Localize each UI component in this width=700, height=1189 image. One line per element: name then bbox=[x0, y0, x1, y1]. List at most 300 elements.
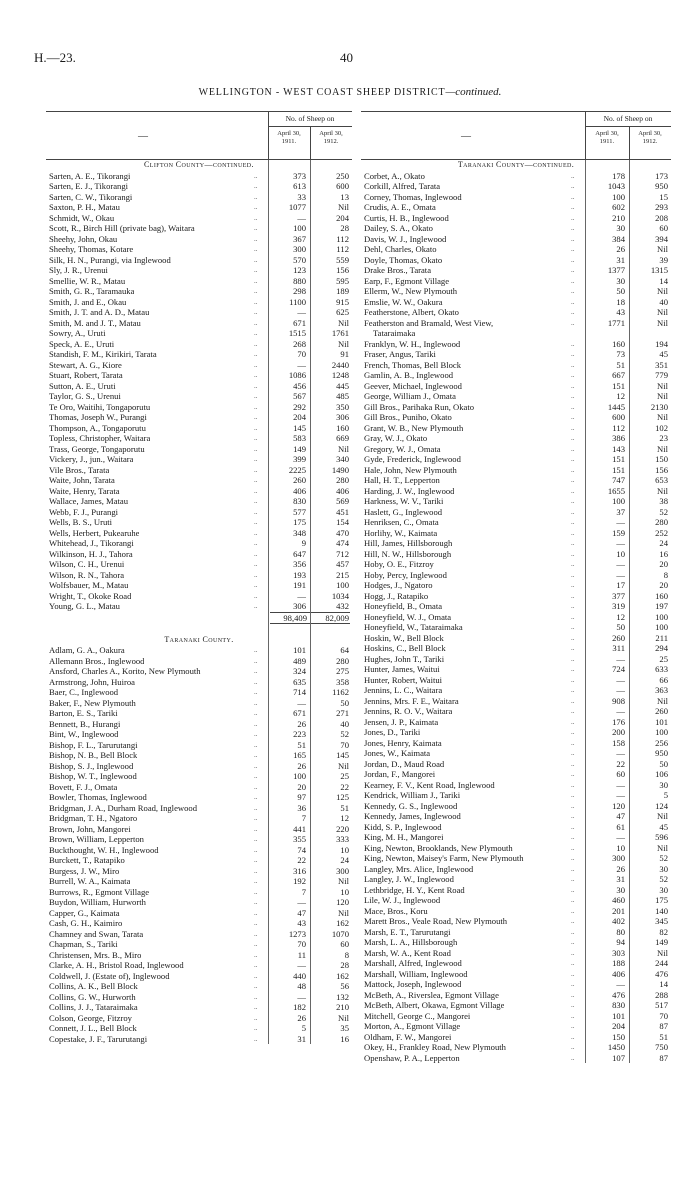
sheep-1911: 145 bbox=[293, 422, 306, 433]
sheep-1912: Nil bbox=[338, 443, 349, 454]
owner-name-address: Kennedy, James, Inglewood bbox=[364, 811, 461, 821]
sheep-1911: — bbox=[297, 897, 306, 907]
sheep-1912: 22 bbox=[340, 781, 349, 792]
sheep-1911: — bbox=[616, 517, 625, 527]
owner-name-address: Cash, G. H., Kaimiro bbox=[49, 918, 123, 928]
leader-dots: .. bbox=[254, 803, 258, 812]
sheep-1912: 1070 bbox=[331, 928, 349, 939]
table-row bbox=[361, 1021, 671, 1032]
sheep-1912: 154 bbox=[336, 517, 349, 527]
sheep-1911: 43 bbox=[616, 307, 625, 317]
sheep-1911: 151 bbox=[612, 454, 625, 464]
sheep-1911: 37 bbox=[616, 506, 625, 517]
table-row bbox=[361, 265, 671, 276]
sheep-1912: 14 bbox=[659, 275, 668, 286]
owner-name-address: Vickery, J., jun., Waitara bbox=[49, 454, 134, 464]
sheep-1911: 440 bbox=[293, 970, 306, 981]
sheep-1911: 43 bbox=[297, 918, 306, 928]
sheep-1912: 595 bbox=[336, 275, 349, 286]
sheep-1911: 300 bbox=[293, 244, 306, 254]
sheep-1911: 97 bbox=[297, 792, 306, 802]
owner-name-address: King, Newton, Brooklands, New Plymouth bbox=[364, 842, 513, 853]
table-row bbox=[361, 979, 671, 990]
sheep-1911: 94 bbox=[616, 937, 625, 947]
header-rule bbox=[585, 126, 671, 127]
owner-name-address: Chapman, S., Tariki bbox=[49, 939, 118, 949]
owner-name-address: Connett, J. L., Bell Block bbox=[49, 1023, 137, 1033]
table-row bbox=[46, 286, 352, 297]
leader-dots: .. bbox=[254, 402, 258, 411]
sheep-1911: 577 bbox=[293, 506, 306, 517]
sheep-1911: 60 bbox=[616, 769, 625, 779]
leader-dots: .. bbox=[571, 497, 575, 505]
leader-dots: .. bbox=[571, 696, 575, 705]
table-row bbox=[46, 897, 352, 908]
table-row bbox=[361, 622, 671, 633]
leader-dots: .. bbox=[254, 730, 258, 738]
table-row bbox=[361, 423, 671, 434]
sheep-1911: 10 bbox=[616, 842, 625, 853]
table-row bbox=[361, 255, 671, 266]
sheep-1911: 1771 bbox=[607, 317, 625, 328]
owner-name-address: Sarten, C. W., Tikorangi bbox=[49, 191, 133, 202]
leader-dots: .. bbox=[254, 929, 258, 938]
sheep-1911: 724 bbox=[612, 664, 625, 674]
column-body bbox=[46, 160, 352, 1044]
leader-dots: .. bbox=[254, 434, 258, 442]
sheep-1911: 908 bbox=[612, 695, 625, 706]
table-row bbox=[361, 213, 671, 224]
sheep-1912: Nil bbox=[657, 842, 668, 853]
leader-dots: .. bbox=[254, 570, 258, 579]
owner-name-address: George, William J., Omata bbox=[364, 391, 456, 401]
sheep-1912: 51 bbox=[659, 1031, 668, 1042]
sheep-1912: 145 bbox=[336, 750, 349, 760]
leader-dots: .. bbox=[571, 297, 575, 306]
owner-name-address: Emslie, W. W., Oakura bbox=[364, 296, 443, 307]
owner-name-address: Baer, C., Inglewood bbox=[49, 687, 119, 697]
sheep-1912: 204 bbox=[336, 212, 349, 223]
sheep-1912: 1315 bbox=[650, 265, 668, 275]
table-row bbox=[46, 255, 352, 266]
sheep-1911: 175 bbox=[293, 517, 306, 527]
sheep-1911: 1377 bbox=[607, 265, 625, 275]
table-row bbox=[361, 811, 671, 822]
sheep-1912: 140 bbox=[655, 905, 668, 916]
table-row bbox=[361, 738, 671, 749]
owner-name-address: Burrows, R., Egmont Village bbox=[49, 886, 150, 897]
leader-dots: .. bbox=[254, 740, 258, 749]
sheep-1912: 50 bbox=[340, 697, 349, 708]
table-row bbox=[361, 234, 671, 245]
sheep-1912: 60 bbox=[659, 223, 668, 233]
owner-name-address: Wolfsbauer, M., Matau bbox=[49, 580, 129, 590]
sheep-1912: 30 bbox=[659, 884, 668, 895]
leader-dots: .. bbox=[254, 371, 258, 379]
header-year-1911-year: 1911. bbox=[599, 138, 615, 145]
owner-name-address: Trass, George, Tongaporutu bbox=[49, 443, 145, 454]
sheep-1911: 319 bbox=[612, 601, 625, 611]
leader-dots: .. bbox=[254, 476, 258, 484]
sheep-1911: 489 bbox=[293, 655, 306, 666]
table-row bbox=[361, 958, 671, 969]
owner-name-address: Smith, G. R., Taramauka bbox=[49, 286, 135, 296]
sheep-1911: — bbox=[616, 569, 625, 580]
sheep-1912: Nil bbox=[657, 317, 668, 328]
table-row bbox=[46, 580, 352, 591]
owner-name-address: Whitehead, J., Tikorangi bbox=[49, 538, 134, 548]
sheep-1911: 1655 bbox=[607, 485, 625, 496]
sheep-1911: — bbox=[616, 538, 625, 548]
owner-name-address: Wilson, R. N., Tahora bbox=[49, 569, 125, 580]
table-row bbox=[46, 729, 352, 740]
owner-name-address: Sarten, E. J., Tikorangi bbox=[49, 181, 129, 191]
owner-name-address: Te Oro, Waitihi, Tongaporutu bbox=[49, 401, 151, 412]
header-group-label: No. of Sheep on bbox=[285, 114, 335, 123]
leader-dots: .. bbox=[571, 1011, 575, 1020]
sheep-1911: 570 bbox=[293, 254, 306, 265]
sheep-1911: 386 bbox=[612, 433, 625, 443]
sheep-1912: 30 bbox=[659, 863, 668, 874]
leader-dots: .. bbox=[254, 413, 258, 421]
leader-dots: .. bbox=[571, 801, 575, 810]
table-row bbox=[46, 792, 352, 803]
owner-name-address: Bridgman, T. H., Ngatoro bbox=[49, 813, 138, 823]
leader-dots: .. bbox=[571, 864, 575, 873]
table-row bbox=[46, 908, 352, 919]
sheep-1912: 101 bbox=[655, 716, 668, 727]
table-row bbox=[46, 803, 352, 814]
header-rule bbox=[268, 126, 352, 127]
table-row bbox=[46, 265, 352, 276]
leader-dots: .. bbox=[254, 1003, 258, 1011]
leader-dots: .. bbox=[254, 940, 258, 948]
table-row bbox=[361, 244, 671, 255]
leader-dots: .. bbox=[254, 171, 258, 180]
owner-name-address: Grant, W. B., New Plymouth bbox=[364, 422, 464, 433]
leader-dots: .. bbox=[571, 518, 575, 526]
owner-name-address: Henriksen, C., Omata bbox=[364, 517, 439, 527]
owner-name-address: Baker, F., New Plymouth bbox=[49, 697, 136, 708]
table-row bbox=[361, 454, 671, 465]
leader-dots: .. bbox=[571, 1043, 575, 1051]
owner-name-address: McBeth, Albert, Okawa, Egmont Village bbox=[364, 1000, 505, 1010]
sheep-1912: 124 bbox=[655, 800, 668, 811]
owner-name-address: Gamlin, A. B., Inglewood bbox=[364, 370, 454, 380]
leader-dots: .. bbox=[571, 570, 575, 579]
table-row bbox=[361, 496, 671, 507]
table-row bbox=[361, 580, 671, 591]
sheep-1911: 151 bbox=[612, 380, 625, 391]
leader-dots: .. bbox=[571, 287, 575, 295]
sheep-1912: 260 bbox=[655, 706, 668, 716]
table-row bbox=[361, 402, 671, 413]
sheep-1911: 149 bbox=[293, 443, 306, 454]
sheep-1912: Nil bbox=[657, 485, 668, 496]
table-row bbox=[361, 937, 671, 948]
owner-name-address: Brown, John, Mangorei bbox=[49, 823, 131, 834]
table-row bbox=[361, 538, 671, 549]
table-row bbox=[46, 656, 352, 667]
table-row bbox=[46, 1023, 352, 1034]
sheep-1911: 48 bbox=[297, 981, 306, 991]
total-rule bbox=[46, 623, 352, 624]
sheep-1911: 1077 bbox=[288, 202, 306, 212]
owner-name-address: Bishop, S. J., Inglewood bbox=[49, 760, 134, 771]
owner-name-address: Thompson, A., Tongaporutu bbox=[49, 422, 146, 433]
leader-dots: .. bbox=[571, 434, 575, 442]
table-row bbox=[46, 761, 352, 772]
leader-dots: .. bbox=[254, 497, 258, 505]
leader-dots: .. bbox=[254, 297, 258, 306]
sheep-1911: 402 bbox=[612, 916, 625, 926]
owner-name-address: King, Newton, Maisey's Farm, New Plymouth bbox=[364, 853, 524, 863]
sheep-1911: 165 bbox=[293, 750, 306, 760]
leader-dots: .. bbox=[254, 782, 258, 791]
sheep-1912: 35 bbox=[340, 1023, 349, 1033]
owner-name-address: Kendrick, William J., Tariki bbox=[364, 790, 461, 800]
leader-dots: .. bbox=[254, 719, 258, 728]
sheep-1912: 517 bbox=[655, 1000, 668, 1010]
section-heading-text: Clifton County—continued. bbox=[144, 160, 254, 169]
sheep-1912: 45 bbox=[659, 349, 668, 359]
sheep-1911: 50 bbox=[616, 622, 625, 632]
sheep-1912: 120 bbox=[336, 897, 349, 907]
leader-dots: .. bbox=[571, 612, 575, 621]
leader-dots: .. bbox=[254, 203, 258, 211]
sheep-1912: 10 bbox=[340, 886, 349, 897]
sheep-1911: 204 bbox=[612, 1021, 625, 1031]
table-row bbox=[361, 948, 671, 959]
owner-name-address: Langley, J. W., Inglewood bbox=[364, 874, 454, 884]
sheep-1912: 70 bbox=[340, 739, 349, 750]
sheep-1911: 406 bbox=[612, 968, 625, 979]
leader-dots: .. bbox=[254, 646, 258, 654]
owner-name-address: Gray, W. J., Okato bbox=[364, 433, 428, 443]
owner-name-address: Jensen, J. P., Kaimata bbox=[364, 716, 439, 727]
owner-name-address: Jones, Henry, Kaimata bbox=[364, 737, 442, 748]
leader-dots: .. bbox=[571, 486, 575, 495]
table-row bbox=[361, 727, 671, 738]
owner-name-address: Saxton, P. H., Matau bbox=[49, 202, 120, 212]
leader-dots: .. bbox=[254, 360, 258, 369]
table-row bbox=[361, 370, 671, 381]
owner-name-address: Fraser, Angus, Tariki bbox=[364, 349, 436, 359]
owner-name-address: Marshall, William, Inglewood bbox=[364, 968, 468, 979]
sheep-1911: — bbox=[616, 979, 625, 989]
sheep-1912: 100 bbox=[655, 611, 668, 622]
sheep-1911: 324 bbox=[293, 666, 306, 676]
table-row bbox=[46, 454, 352, 465]
table-row bbox=[361, 706, 671, 717]
table-row bbox=[361, 328, 671, 339]
owner-name-address: Marett Bros., Veale Road, New Plymouth bbox=[364, 916, 508, 926]
sheep-1911: — bbox=[297, 307, 306, 317]
sheep-1911: 200 bbox=[612, 727, 625, 737]
sheep-1911: 74 bbox=[297, 844, 306, 855]
sheep-1912: 220 bbox=[336, 823, 349, 834]
table-row bbox=[46, 381, 352, 392]
sheep-1912: 102 bbox=[655, 422, 668, 433]
table-row bbox=[361, 853, 671, 864]
table-row bbox=[361, 1011, 671, 1022]
leader-dots: .. bbox=[254, 423, 258, 432]
owner-name-address: Corkill, Alfred, Tarata bbox=[364, 181, 441, 191]
table-row bbox=[46, 297, 352, 308]
section-heading-text: Taranaki County. bbox=[164, 634, 234, 644]
sheep-1911: 210 bbox=[612, 212, 625, 223]
leader-dots: .. bbox=[254, 677, 258, 686]
leader-dots: .. bbox=[254, 192, 258, 201]
leader-dots: .. bbox=[571, 171, 575, 180]
sheep-1911: 47 bbox=[297, 907, 306, 918]
sheep-1912: 1490 bbox=[331, 464, 349, 475]
table-row bbox=[46, 244, 352, 255]
sheep-1911: 11 bbox=[297, 949, 306, 960]
sheep-1911: 188 bbox=[612, 958, 625, 968]
table-row bbox=[46, 559, 352, 570]
header-year-1912-date: April 30, bbox=[319, 130, 343, 137]
table-row bbox=[46, 465, 352, 476]
leader-dots: .. bbox=[571, 906, 575, 915]
sheep-1911: 300 bbox=[612, 853, 625, 863]
leader-dots: .. bbox=[571, 350, 575, 358]
owner-name-address: Honeyfield, B., Omata bbox=[364, 601, 443, 611]
leader-dots: .. bbox=[571, 203, 575, 211]
sheep-1912: 64 bbox=[340, 645, 349, 655]
leader-dots: .. bbox=[571, 1001, 575, 1009]
sheep-1911: — bbox=[297, 960, 306, 970]
sheep-1911: 151 bbox=[612, 464, 625, 475]
leader-dots: .. bbox=[571, 402, 575, 411]
sheep-1912: 1761 bbox=[331, 328, 349, 338]
sheep-1912: 12 bbox=[340, 813, 349, 823]
sheep-1912: 215 bbox=[336, 569, 349, 580]
header-group-label: No. of Sheep on bbox=[603, 114, 653, 123]
sheep-1912: 485 bbox=[336, 391, 349, 401]
table-row bbox=[361, 748, 671, 759]
sheep-1912: 175 bbox=[655, 895, 668, 905]
sheep-1912: 132 bbox=[336, 991, 349, 1002]
sheep-1912: 38 bbox=[659, 496, 668, 506]
owner-name-address: Honeyfield, W., Tataraimaka bbox=[364, 622, 463, 632]
sheep-1912: 294 bbox=[655, 643, 668, 653]
table-row bbox=[361, 1000, 671, 1011]
owner-name-address: Marsh, W. A., Kent Road bbox=[364, 947, 451, 958]
leader-dots: .. bbox=[254, 266, 258, 274]
owner-name-address: Armstrong, John, Huiroa bbox=[49, 676, 135, 687]
sheep-1911: 100 bbox=[612, 191, 625, 202]
sheep-1912: 66 bbox=[659, 674, 668, 685]
leader-dots: .. bbox=[571, 707, 575, 715]
table-row bbox=[46, 234, 352, 245]
owner-name-address: Gregory, W. J., Omata bbox=[364, 443, 441, 454]
sheep-1911: 356 bbox=[293, 559, 306, 569]
owner-name-address: Hunter, Robert, Waitui bbox=[364, 674, 443, 685]
owner-name-address: Davis, W. J., Inglewood bbox=[364, 233, 447, 244]
sheep-1912: Nil bbox=[338, 1012, 349, 1023]
leader-dots: .. bbox=[571, 738, 575, 747]
table-row bbox=[361, 381, 671, 392]
owner-name-address: Bowler, Thomas, Inglewood bbox=[49, 792, 147, 802]
leader-dots: .. bbox=[254, 339, 258, 348]
owner-name-address: Webb, F. J., Purangi bbox=[49, 506, 119, 517]
owner-name-address: Hoby, O. E., Fitzroy bbox=[364, 559, 434, 569]
sheep-1912: 633 bbox=[655, 664, 668, 674]
leader-dots: .. bbox=[254, 772, 258, 780]
leader-dots: .. bbox=[254, 255, 258, 264]
table-row bbox=[361, 202, 671, 213]
sheep-1912: 252 bbox=[655, 527, 668, 538]
document-reference: H.—23. bbox=[34, 50, 76, 65]
sheep-1911: 747 bbox=[612, 475, 625, 485]
leader-dots: .. bbox=[571, 539, 575, 547]
sheep-1912: Nil bbox=[657, 307, 668, 317]
table-row bbox=[361, 685, 671, 696]
owner-name-address: Gill Bros., Puniho, Okato bbox=[364, 412, 452, 422]
leader-dots: .. bbox=[571, 234, 575, 243]
sheep-1911: 100 bbox=[293, 771, 306, 781]
table-row bbox=[46, 549, 352, 560]
sheep-1912: 653 bbox=[655, 475, 668, 485]
sheep-1912: Nil bbox=[338, 876, 349, 886]
table-row bbox=[361, 780, 671, 791]
sheep-1912: 156 bbox=[336, 265, 349, 275]
owner-name-address: Smith, J. and E., Okau bbox=[49, 296, 127, 307]
table-row bbox=[361, 559, 671, 570]
sheep-1911: 600 bbox=[612, 412, 625, 422]
leader-dots: .. bbox=[571, 507, 575, 516]
sheep-1912: 250 bbox=[336, 170, 349, 181]
sheep-1911: 22 bbox=[297, 855, 306, 865]
sheep-1911: 406 bbox=[293, 485, 306, 496]
sheep-1912: 70 bbox=[659, 1010, 668, 1021]
leader-dots: .. bbox=[571, 455, 575, 463]
owner-name-address: Taylor, G. S., Urenui bbox=[49, 391, 121, 401]
sheep-1911: 441 bbox=[293, 823, 306, 834]
sheep-1912: 280 bbox=[336, 655, 349, 666]
section-heading bbox=[46, 635, 352, 646]
leader-dots: .. bbox=[571, 465, 575, 474]
leader-dots: .. bbox=[571, 581, 575, 589]
owner-name-address: Mitchell, George C., Mangorei bbox=[364, 1010, 471, 1021]
sheep-1911: 460 bbox=[612, 895, 625, 905]
owner-name-address: Honeyfield, W. J., Omata bbox=[364, 611, 452, 622]
leader-dots: .. bbox=[571, 245, 575, 253]
sheep-1911: 602 bbox=[612, 202, 625, 212]
owner-name-address: Buydon, William, Hurworth bbox=[49, 897, 146, 907]
sheep-1911: 182 bbox=[293, 1002, 306, 1012]
table-row bbox=[46, 528, 352, 539]
table-row bbox=[46, 496, 352, 507]
owner-name-address: Christensen, Mrs. B., Miro bbox=[49, 949, 142, 960]
sheep-1912: 406 bbox=[336, 485, 349, 496]
table-row bbox=[361, 433, 671, 444]
sheep-1911: 456 bbox=[293, 380, 306, 391]
column-rule bbox=[629, 160, 630, 1063]
sheep-1912: 125 bbox=[336, 792, 349, 802]
owner-name-address: Schmidt, W., Okau bbox=[49, 212, 115, 223]
sheep-1911: 1086 bbox=[288, 370, 306, 380]
leader-dots: .. bbox=[254, 709, 258, 717]
sheep-1912: 306 bbox=[336, 412, 349, 422]
table-row bbox=[46, 339, 352, 350]
owner-name-address: Langley, Mrs. Alice, Inglewood bbox=[364, 863, 474, 874]
sheep-1912: 596 bbox=[655, 832, 668, 842]
section-heading-text: Taranaki County—continued. bbox=[457, 160, 575, 169]
table-row bbox=[46, 391, 352, 402]
owner-name-address: Hughes, John T., Tariki bbox=[364, 653, 445, 664]
